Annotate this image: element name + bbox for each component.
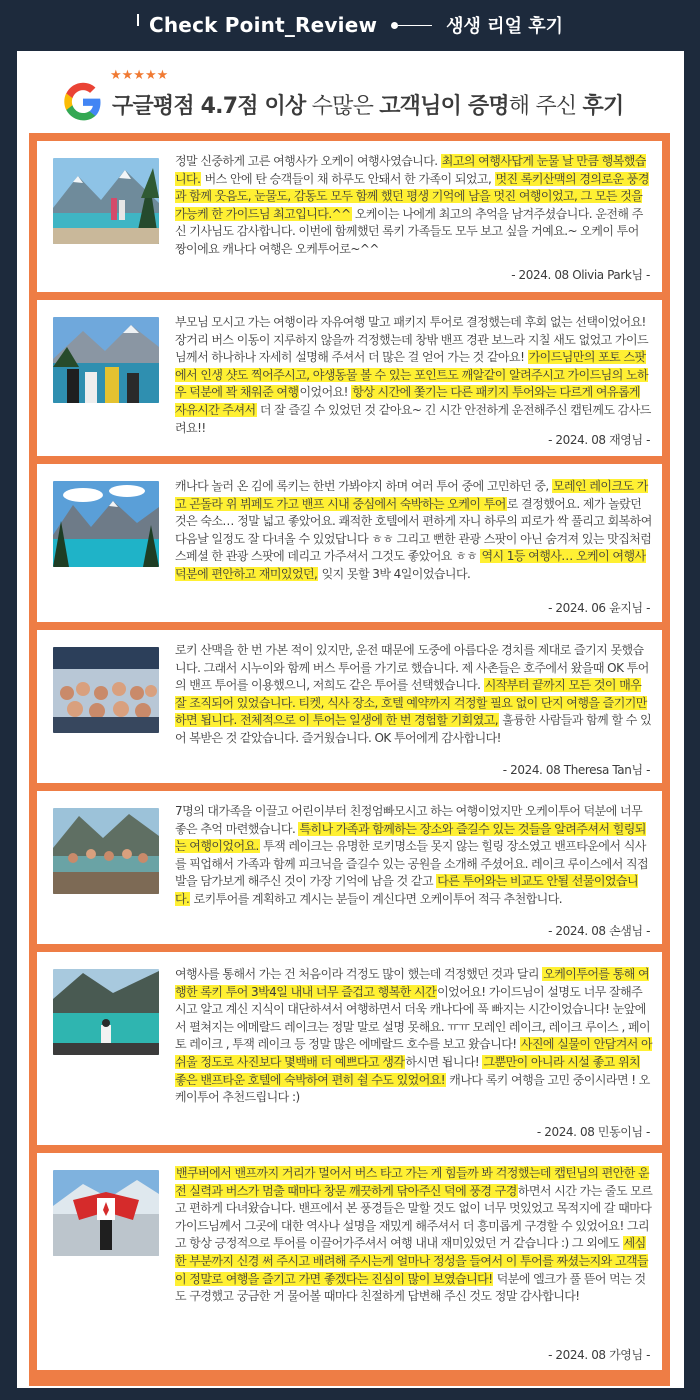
review-card [37,464,662,622]
review-card [37,791,662,944]
review-card [37,952,662,1145]
review-signature: - 2024. 06 윤지님 - [548,601,650,615]
review-photo [53,1170,159,1256]
tick-mark [137,14,139,26]
review-signature: - 2024. 08 Theresa Tan님 - [502,763,650,777]
connector-dot [391,22,398,29]
review-text: 정말 신중하게 고른 여행사가 오케이 여행사였습니다. 최고의 여행사답게 눈물 날 만큼 행복했습니다. 버스 안에 탄 승객들이 채 하루도 안돼서 한 가족이 되었고, 멋진 록키산맥의 경의로운 풍경과 함께 웃음도, 눈물도, 감동도 모두 함께 했던 평생 기억에 남을 멋진 여행이었고, 그 모든 것을 가능케 한 가이드님 최고입니다.^^ 오케이는 나에게 최고의 추억을 남겨주셨습니다. 운전해 주신 기사님도 감사합니다. 이번에 함께했던 록키 가족들도 모두 보고 싶을 거예요.~ 오케이 투어 짱이에요 캐나다 여행은 오케투어로~^^ [175,154,649,256]
review-signature: - 2024. 08 손샘님 - [548,924,650,938]
review-card [37,1153,662,1370]
review-text: 7명의 대가족을 이끌고 어린이부터 친정엄빠모시고 하는 여행이었지만 오케이투어 덕분에 너무 좋은 추억 마련했습니다. 특히나 가족과 함께하는 장소와 즐길수 있는 것들을 알려주셔서 힐링되는 여행이었어요. 투잭 레이크는 유명한 로키명소들 못지 않는 힐링 장소였고 밴프타운에서 식사를 픽업해서 가족과 함께 피크닉을 즐길수 있는 공원을 소개해 주셨어요. 레이크 루이스에서 직접 발을 담가보게 해주신 것이 가장 기억에 남을 것 같고 다른 투어와는 비교도 안될 선물이었습니다. 로키투어를 계획하고 계시는 분들이 계신다면 오케이투어 적극 추천합니다. [175,804,649,906]
review-photo [53,647,159,733]
review-text: 여행사를 통해서 가는 건 처음이라 걱정도 많이 했는데 걱정했던 것과 달리 오케이투어를 통해 여행한 록키 투어 3박4일 내내 너무 즐겁고 행복한 시간이었어요! 가이드님이 설명도 너무 잘해주시고 알고 계신 지식이 대단하셔서 여행하면서 더욱 캐나다에 푹 빠지는 시간이었습니다! 눈앞에서 펼쳐지는 에메랄드 레이크는 정말 말로 설명 못해요. ㅠㅠ 모레인 레이크, 레이크 루이스 , 페이토 레이크 , 투잭 레이크 등 정말 많은 에메랄드 호수를 보고 왔습니다! 사진에 실물이 안담겨서 아쉬울 정도로 사진보다 몇백배 더 예쁘다고 생각하시면 됩니다! 그뿐만이 아니라 시설 좋고 위치 좋은 밴프타운 호텔에 숙박하여 편히 쉴 수도 있었어요! 캐나다 록키 여행을 고민 중이시라면 ! 오케이투어 추천드립니다 :) [175,967,653,1105]
review-photo [53,317,159,403]
review-card [37,300,662,456]
review-card [37,141,662,292]
review-header [17,51,684,129]
review-panel [17,51,684,1388]
review-photo [53,481,159,567]
google-logo-icon [62,81,104,123]
review-text: 로키 산맥을 한 번 가본 적이 있지만, 운전 때문에 도중에 아름다운 경치를 제대로 즐기지 못했습니다. 그래서 시누이와 함께 버스 투어를 가기로 했습니다. 제 사촌들은 호주에서 왔을때 OK 투어의 밴프 투어를 이용했으니, 저희도 같은 투어를 선택했습니다. 시작부터 끝까지 모든 것이 매우 잘 조직되어 있었습니다. 티켓, 식사 장소, 호텔 예약까지 걱정할 필요 없이 단지 여행을 즐기기만 하면 됩니다. 전체적으로 이 투어는 일생에 한 번 경험할 기회였고, 훌륭한 사람들과 함께 할 수 있어 복받은 것 같았습니다. 즐거웠습니다. OK 투어에게 감사합니다! [175,643,652,745]
reviews-frame [29,133,670,1386]
review-signature: - 2024. 08 가영님 - [548,1348,650,1362]
section-tag: 생생 리얼 후기 [446,16,564,37]
review-photo [53,969,159,1055]
connector-line [391,22,432,29]
review-signature: - 2024. 08 Olivia Park님 - [511,268,650,282]
review-signature: - 2024. 08 민동이님 - [536,1125,650,1139]
brand-title: Check Point_Review [148,13,378,37]
review-text: 부모님 모시고 가는 여행이라 자유여행 말고 패키지 투어로 결정했는데 후회 없는 선택이었어요! 장거리 버스 이동이 지루하지 않을까 걱정했는데 창밖 밴프 경관 보느라 지칠 새도 없었고 가이드님께서 하나하나 자세히 설명해 주셔서 더 많은 걸 얻어 가는 것 같아요! 가이드님만의 포토 스팟에서 인생 샷도 찍어주시고, 야생동물 볼 수 있는 포인트도 깨알같이 알려주시고 가이드님의 노하우 덕분에 꽉 채워준 여행이었어요! 항상 시간에 쫓기는 다른 패키지 투어와는 다르게 여유롭게 자유시간 주셔서 더 잘 즐길 수 있었던 것 같아요~ 긴 시간 안전하게 운전해주신 캡틴께도 감사드려요!! [175,315,651,435]
top-bar [0,0,700,50]
headline: 구글평점 4.7점 이상 수많은 고객님이 증명해 주신 후기 [112,94,624,119]
review-text: 캐나다 놀러 온 김에 록키는 한번 가봐야지 하며 여러 투어 중에 고민하던 중, 모레인 레이크도 가고 곤돌라 위 뷔페도 가고 밴프 시내 중심에서 숙박하는 오케이 투어로 결정했어요. 제가 놀랐던 것은 숙소… 정말 넓고 좋았어요. 쾌적한 호텔에서 편하게 자니 하루의 피로가 싹 풀리고 회복하여 다음날 일정도 잘 다녀올 수 있었답니다 ㅎㅎ 그리고 뻔한 관광 스팟이 아닌 숨겨져 있는 맛집처럼 스페셜 한 관광 스팟에 데리고 가주셔서 그것도 좋았어요 ㅎㅎ 역시 1등 여행사… 오케이 여행사 덕분에 편안하고 재미있었던, 잊지 못할 3박 4일이었습니다. [175,479,652,581]
rating-stars-icon: ★★★★★ [110,68,169,83]
review-card [37,630,662,783]
review-text: 밴쿠버에서 밴프까지 거리가 멀어서 버스 타고 가는 게 힘들까 봐 걱정했는데 캡틴님의 편안한 운전 실력과 버스가 멈출 때마다 창문 깨끗하게 닦아주신 덕에 풍경 구경하면서 시간 가는 줄도 모르고 편하게 다녀왔습니다. 밴프에서 본 풍경들은 말할 것도 없이 너무 멋있었고 목적지에 갈 때마다 가이드님께서 그곳에 대한 역사나 설명을 재밌게 해주셔서 더 흥미롭게 구경할 수 있었어요! 그리고 항상 긍정적으로 투어를 이끌어가주셔서 여행 내내 재미있었던 거 같습니다 :) 그 외에도 세심한 부분까지 신경 써 주시고 배려해 주시는게 얼마나 정성을 들여서 이 투어를 짜셨는지와 고객들이 정말로 여행을 즐기고 가면 좋겠다는 진심이 많이 보였습니다! 덕분에 엘크가 풀 뜯어 먹는 것도 구경했고 궁금한 거 물어볼 때마다 친절하게 답변해 주신 것도 정말 감사합니다! [175,1166,653,1304]
review-photo [53,158,159,244]
review-signature: - 2024. 08 재영님 - [548,433,650,447]
review-photo [53,808,159,894]
